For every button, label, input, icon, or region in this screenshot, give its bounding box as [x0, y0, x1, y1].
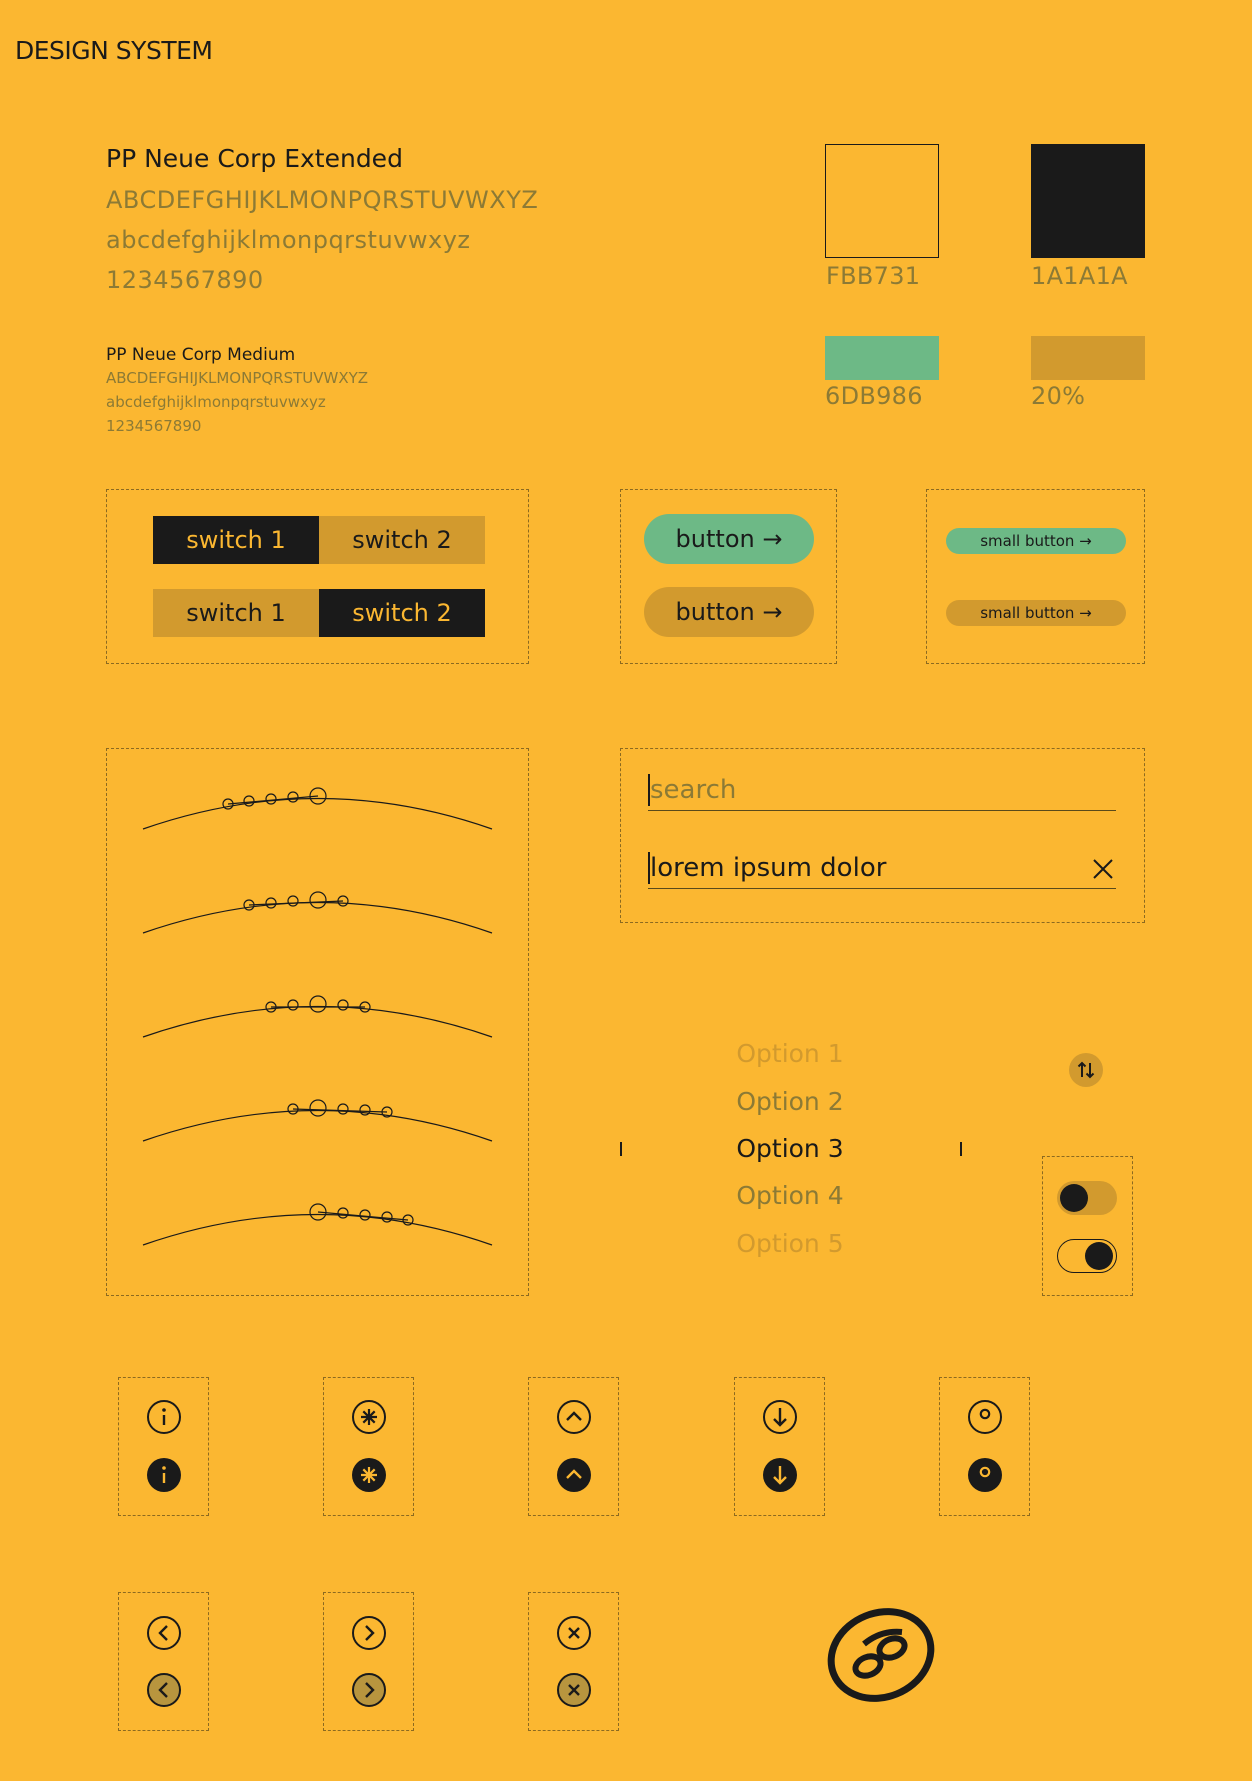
swatch-tint-label: 20% — [1031, 382, 1086, 410]
swatch-tint — [1031, 336, 1145, 380]
icon-panel-close — [528, 1592, 619, 1731]
uppercase-specimen: ABCDEFGHIJKLMONPQRSTUVWXYZ — [106, 186, 539, 214]
close-icon[interactable] — [556, 1672, 592, 1708]
chevron-left-icon[interactable] — [146, 1615, 182, 1651]
info-icon[interactable] — [146, 1457, 182, 1493]
typography-extended — [106, 144, 726, 300]
logo-mark — [826, 1608, 936, 1702]
switch-2-option-left[interactable]: switch 1 — [153, 589, 319, 637]
slider-5[interactable] — [143, 1204, 492, 1245]
close-icon[interactable] — [556, 1615, 592, 1651]
sort-icon — [1076, 1060, 1096, 1080]
slider-3[interactable] — [143, 996, 492, 1037]
swatch-primary — [825, 144, 939, 258]
small-primary-button[interactable]: small button → — [946, 528, 1126, 554]
arrow-down-icon[interactable] — [762, 1399, 798, 1435]
icon-panel-info — [118, 1377, 209, 1516]
picker-option-5[interactable]: Option 5 — [736, 1229, 844, 1258]
digits-specimen-small: 1234567890 — [106, 417, 202, 435]
icon-panel-arrow-down — [734, 1377, 825, 1516]
picker-option-4[interactable]: Option 4 — [736, 1181, 844, 1210]
target-icon[interactable] — [967, 1399, 1003, 1435]
secondary-button[interactable]: button → — [644, 587, 814, 637]
swatch-dark — [1031, 144, 1145, 258]
font-name-extended: PP Neue Corp Extended — [106, 144, 403, 173]
swatch-accent — [825, 336, 939, 380]
chevron-right-icon[interactable] — [351, 1672, 387, 1708]
typography-medium — [106, 344, 368, 438]
search-field[interactable] — [648, 772, 1116, 811]
picker-option-3[interactable]: Option 3 — [736, 1134, 844, 1163]
small-buttons-panel — [926, 489, 1145, 664]
lowercase-specimen: abcdefghijklmonpqrstuvwxyz — [106, 226, 471, 254]
switch-1-option-right[interactable]: switch 2 — [319, 516, 485, 564]
filled-input-value[interactable]: lorem ipsum dolor — [650, 853, 887, 883]
chevron-up-icon[interactable] — [556, 1457, 592, 1493]
font-name-medium: PP Neue Corp Medium — [106, 345, 296, 365]
slider-1[interactable] — [143, 788, 492, 829]
sort-button[interactable] — [1069, 1053, 1103, 1087]
small-secondary-button[interactable]: small button → — [946, 600, 1126, 626]
search-input[interactable] — [650, 774, 1070, 806]
chevron-up-icon[interactable] — [556, 1399, 592, 1435]
arrow-down-icon[interactable] — [762, 1457, 798, 1493]
switch-1-option-left[interactable]: switch 1 — [153, 516, 319, 564]
asterisk-icon[interactable] — [351, 1457, 387, 1493]
swatch-dark-label: 1A1A1A — [1031, 262, 1128, 290]
target-icon[interactable] — [967, 1457, 1003, 1493]
toggle-knob — [1085, 1242, 1113, 1270]
icon-panel-chevron-up — [528, 1377, 619, 1516]
switch-2-option-right[interactable]: switch 2 — [319, 589, 485, 637]
slider-4[interactable] — [143, 1100, 492, 1141]
picker-left-marker — [620, 1142, 622, 1156]
picker-option-2[interactable]: Option 2 — [736, 1087, 844, 1116]
swatch-primary-label: FBB731 — [826, 262, 921, 290]
icon-panel-chevron-left — [118, 1592, 209, 1731]
page-title: DESIGN SYSTEM — [15, 36, 213, 65]
lowercase-specimen-small: abcdefghijklmonpqrstuvwxyz — [106, 393, 326, 411]
slider-2[interactable] — [143, 892, 492, 933]
segmented-switch-1[interactable] — [153, 516, 485, 564]
icon-panel-chevron-right — [323, 1592, 414, 1731]
asterisk-icon[interactable] — [351, 1399, 387, 1435]
curved-sliders[interactable] — [106, 748, 529, 1296]
primary-button[interactable]: button → — [644, 514, 814, 564]
icon-panel-target — [939, 1377, 1030, 1516]
info-icon[interactable] — [146, 1399, 182, 1435]
toggles-panel — [1042, 1156, 1133, 1296]
icon-panel-asterisk — [323, 1377, 414, 1516]
chevron-left-icon[interactable] — [146, 1672, 182, 1708]
picker-right-marker — [960, 1142, 962, 1156]
segmented-switch-2[interactable] — [153, 589, 485, 637]
picker-option-1[interactable]: Option 1 — [736, 1039, 844, 1068]
toggle-knob — [1060, 1184, 1088, 1212]
chevron-right-icon[interactable] — [351, 1615, 387, 1651]
filled-field[interactable] — [648, 850, 1116, 889]
uppercase-specimen-small: ABCDEFGHIJKLMONPQRSTUVWXYZ — [106, 369, 369, 387]
digits-specimen: 1234567890 — [106, 266, 264, 294]
toggle-on[interactable] — [1057, 1239, 1117, 1273]
toggle-off[interactable] — [1057, 1181, 1117, 1215]
swatch-accent-label: 6DB986 — [825, 382, 923, 410]
close-icon[interactable] — [1090, 856, 1116, 882]
